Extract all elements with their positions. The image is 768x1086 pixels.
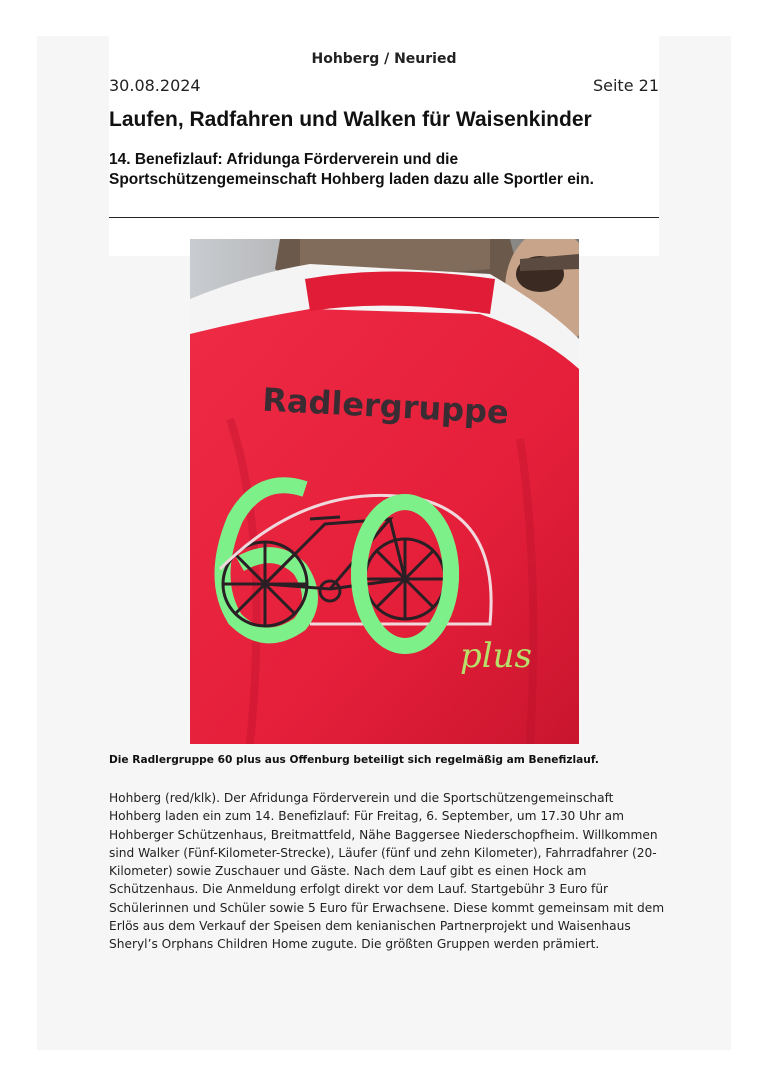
section-label: Hohberg / Neuried <box>311 51 457 67</box>
subheadline: 14. Benefizlauf: Afridunga Förderverein und die Sportschützengemeinschaft Hohberg laden dazu alle Sportler ein. <box>109 151 594 188</box>
logo-plus: plus <box>460 636 532 676</box>
article-header <box>109 36 659 256</box>
header-block <box>109 36 659 256</box>
article-photo <box>190 239 579 744</box>
publication-date: 30.08.2024 <box>109 76 201 95</box>
divider <box>109 217 659 218</box>
headline: Laufen, Radfahren und Walken für Waisenkinder <box>109 108 592 131</box>
page-number: Seite 21 <box>592 76 659 95</box>
photo-caption: Die Radlergruppe 60 plus aus Offenburg beteiligt sich regelmäßig am Benefizlauf. <box>109 754 599 766</box>
article-body: Hohberg (red/klk). Der Afridunga Förderverein und die Sportschützengemeinschaft Hohberg laden ein zum 14. Benefizlauf: Für Freitag, 6. September, um 17.30 Uhr am Hohberger Schützenhaus, Breitmattfeld, Nähe Baggersee Niederschopfheim. Willkommen sind Walker (Fünf-Kilometer-Strecke), Läufer (fünf und zehn Kilometer), Fahrradfahrer (20-Kilometer) sowie Zuschauer und Gäste. Nach dem Lauf gibt es einen Hock am Schützenhaus. Die Anmeldung erfolgt direkt vor dem Lauf. Startgebühr 3 Euro für Schülerinnen und Schüler sowie 5 Euro für Erwachsene. Diese kommt gemeinsam mit dem Erlös aus dem Verkauf der Speisen dem kenianischen Partnerprojekt und Waisenhaus Sheryl’s Orphans Children Home zugute. Die größten Gruppen werden prämiert. <box>109 791 665 952</box>
shirt-photo-graphic <box>190 239 579 744</box>
shirt-text: Radlergruppe <box>261 380 510 432</box>
